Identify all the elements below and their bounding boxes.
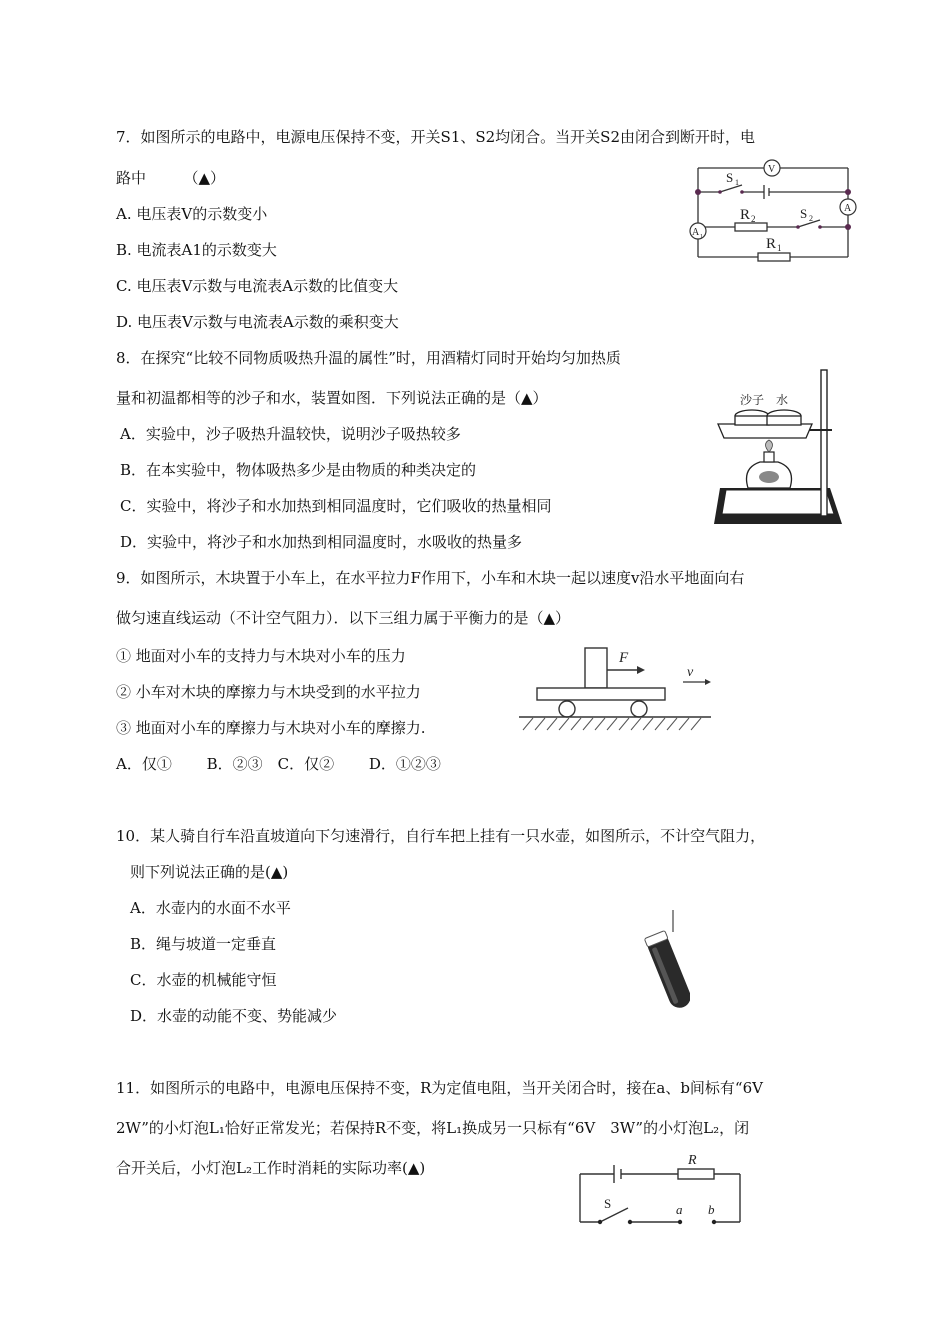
q7-label-a: A [844,203,852,214]
q10-option-d: D．水壶的动能不变、势能减少 [130,1007,338,1025]
q8-label-sand: 沙子 [740,393,765,407]
q10-option-a: A．水壶内的水面不水平 [130,899,291,917]
q7-label-r1-sub: 1 [777,243,782,253]
q7-option-a: A. 电压表V的示数变小 [116,205,268,223]
q11-label-b: b [708,1202,715,1217]
q11-stem-line1: 11．如图所示的电路中，电源电压保持不变，R为定值电阻，当开关闭合时，接在a、b间标有“6V [116,1079,763,1097]
q7-stem-line2: 路中 （▲） [116,169,226,187]
q7-option-c: C. 电压表V示数与电流表A示数的比值变大 [116,277,399,295]
q9-label-velocity: v [687,665,694,680]
q8-stem-line1: 8．在探究“比较不同物质吸热升温的属性”时，用酒精灯同时开始均匀加热质 [116,349,621,367]
q7-label-s2: S [800,206,808,221]
q8-option-a: A．实验中，沙子吸热升温较快，说明沙子吸热较多 [120,425,461,443]
q11-circuit-diagram [570,1150,750,1232]
q8-label-water: 水 [776,393,789,407]
q9-stem-line1: 9．如图所示，木块置于小车上，在水平拉力F作用下，小车和木块一起以速度v沿水平地面向右 [116,569,745,587]
q7-label-r2: R [740,207,751,223]
q9-item-3: ③ 地面对小车的摩擦力与木块对小车的摩擦力. [116,719,426,737]
q8-option-d: D．实验中，将沙子和水加热到相同温度时，水吸收的热量多 [120,533,523,551]
q10-stem-line2: 则下列说法正确的是(▲) [130,863,289,881]
q7-stem-line1: 7．如图所示的电路中，电源电压保持不变，开关S1、S2均闭合。当开关S2由闭合到断开时，电 [116,128,756,146]
q7-label-s2-sub: 2 [809,214,813,223]
q9-label-force: F [619,650,629,666]
q7-label-a1-sub: 1 [700,234,703,240]
q7-label-a1: A [692,227,700,238]
q7-option-d: D. 电压表V示数与电流表A示数的乘积变大 [116,313,399,331]
q10-option-b: B．绳与坡道一定垂直 [130,935,277,953]
q9-options: A．仅① B．②③ C．仅② D．①②③ [116,755,441,773]
q11-stem-line2: 2W”的小灯泡L₁恰好正常发光；若保持R不变，将L₁换成另一只标有“6V 3W”的小灯泡L₂，闭 [116,1119,750,1137]
q7-label-s1-sub: 1 [735,178,739,187]
q8-heating-apparatus [712,364,862,529]
q9-cart-diagram [515,642,715,742]
q10-stem-line1: 10．某人骑自行车沿直坡道向下匀速滑行，自行车把上挂有一只水壶，如图所示，不计空气阻力， [116,827,766,845]
q10-water-kettle [640,908,690,1018]
q8-option-c: C．实验中，将沙子和水加热到相同温度时，它们吸收的热量相同 [120,497,552,515]
q7-label-r2-sub: 2 [751,214,756,224]
q7-option-b: B. 电流表A1的示数变大 [116,241,277,259]
q7-label-r1: R [766,236,777,252]
q9-item-2: ② 小车对木块的摩擦力与木块受到的水平拉力 [116,683,421,701]
q11-label-r: R [688,1153,697,1168]
q7-circuit-diagram [680,152,860,264]
q7-label-s1: S [726,170,734,185]
q10-option-c: C．水壶的机械能守恒 [130,971,277,989]
q9-item-1: ① 地面对小车的支持力与木块对小车的压力 [116,647,406,665]
q11-label-a: a [676,1202,683,1217]
q11-stem-line3: 合开关后，小灯泡L₂工作时消耗的实际功率(▲) [116,1159,426,1177]
q8-stem-line2: 量和初温都相等的沙子和水，装置如图．下列说法正确的是（▲） [116,389,548,407]
q9-stem-line2: 做匀速直线运动（不计空气阻力）．以下三组力属于平衡力的是（▲） [116,609,571,627]
q11-label-s: S [604,1196,612,1211]
q8-option-b: B．在本实验中，物体吸热多少是由物质的种类决定的 [120,461,477,479]
q7-label-v: V [768,164,776,175]
